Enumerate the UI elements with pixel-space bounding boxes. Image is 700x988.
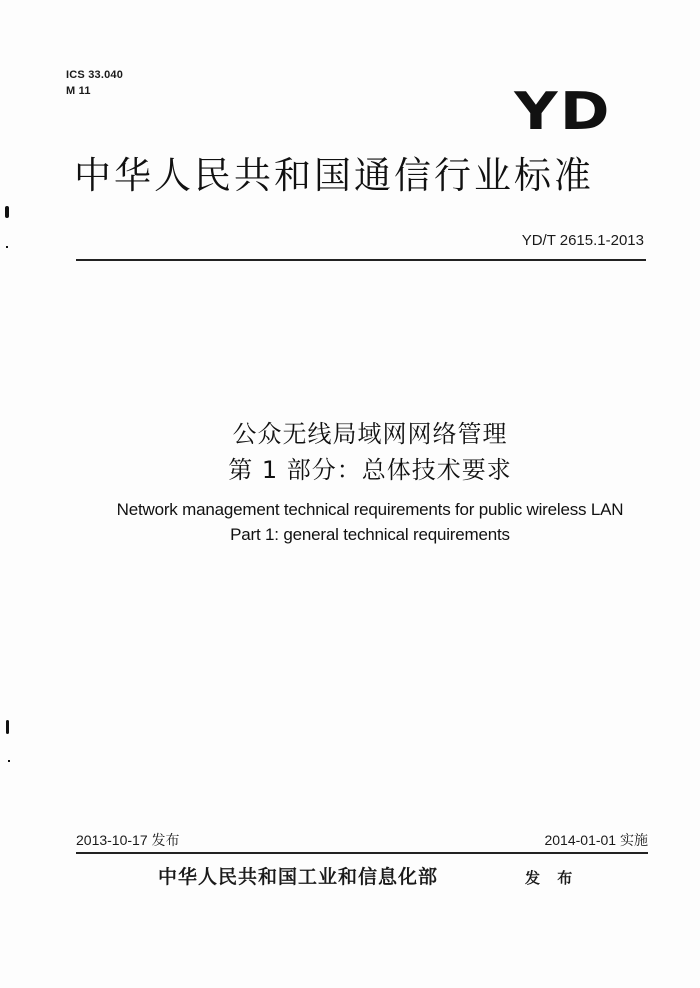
footer-divider [76,852,648,854]
classification-code: M 11 [66,85,91,97]
title-zh-line1: 公众无线局域网网络管理 [232,420,508,448]
dates-row [76,830,648,850]
scan-mark [6,720,9,734]
issue-date: 2013-10-17 发布 [76,832,180,848]
publisher-name: 中华人民共和国工业和信息化部 [158,866,439,888]
title-zh-line2: 第 1 部分：总体技术要求 [228,456,512,484]
title-en-line2: Part 1: general technical requirements [230,525,510,544]
standard-title: 中华人民共和国通信行业标准 [74,154,594,197]
implementation-date: 2014-01-01 实施 [544,832,648,848]
standard-number: YD/T 2615.1-2013 [521,232,644,249]
classification-block [66,67,123,99]
publish-label: 发 布 [525,869,579,887]
document-title-block [40,416,700,547]
header-divider [76,259,646,261]
scan-mark [5,206,9,218]
ics-code: ICS 33.040 [66,69,124,81]
scan-mark [6,246,8,248]
yd-logo: YD [514,82,612,142]
title-en-line1: Network management technical requirements for public wireless LAN [116,500,624,519]
scan-mark [8,760,10,762]
